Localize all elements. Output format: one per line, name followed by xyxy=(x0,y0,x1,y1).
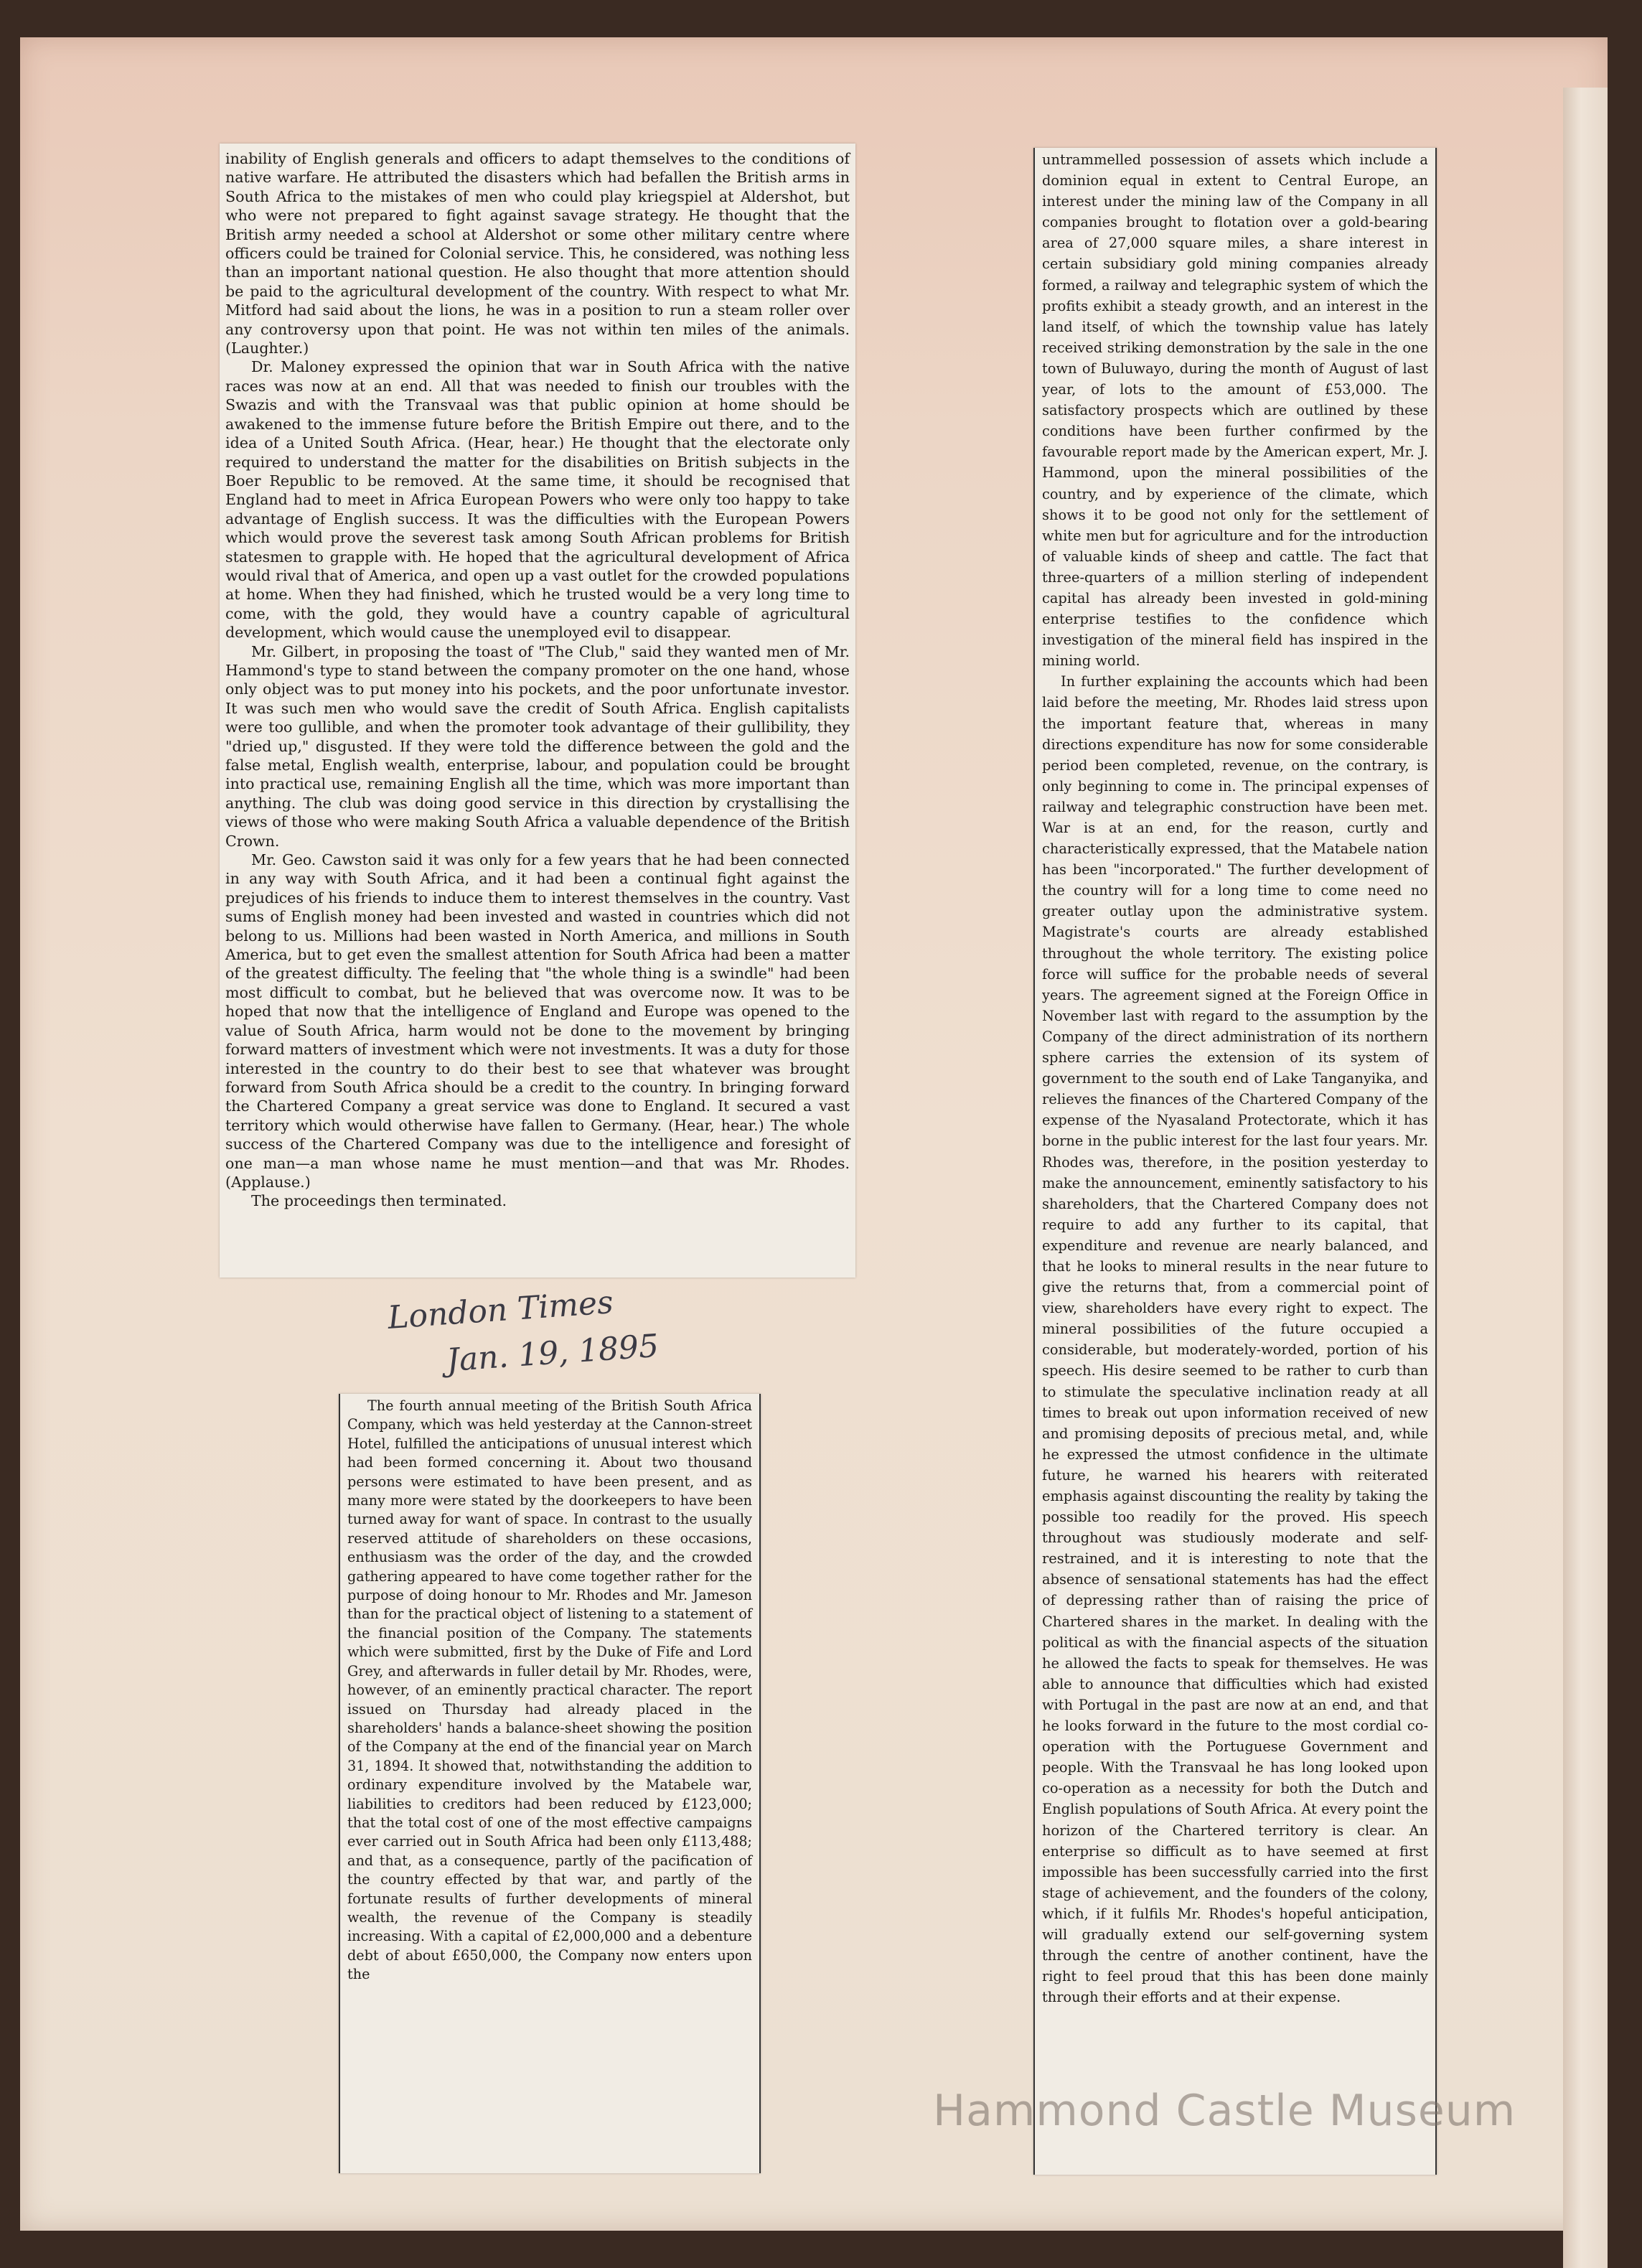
clipping-paragraph: The proceedings then terminated. xyxy=(251,1192,507,1210)
clipping-paragraph: Mr. Geo. Cawston said it was only for a few years that he had been connected in any way with South Africa, and it had been a continual fight against the prejudices of his friends to induce them to interest themselves in the country. Vast sums of English money had been invested and wasted in countries which did not belong to us. Millions had been wasted in North America, and millions in South America, but to get even the smallest attention for South Africa had been a matter of the greatest difficulty. The feeling that "the whole thing is a swindle" had been most difficult to combat, but he believed that was overcome now. It was to be hoped that now that the intelligence of England and Europe was opened to the value of South Africa, harm would not be done to the movement by bringing forward matters of investment which were not investments. It was a duty for those interested in the country to do their best to see that whatever was brought forward from South Africa should be a credit to the country. In bringing forward the Chartered Company a great service was done to England. It secured a vast territory which would otherwise have fallen to Germany. (Hear, hear.) The whole success of the Chartered Company was due to the intelligence and foresight of one man—a man whose name he must mention—and that was Mr. Rhodes. (Applause.) xyxy=(225,851,850,1191)
clipping-paragraph: In further explaining the accounts which had been laid before the meeting, Mr. Rhodes laid stress upon the important feature that, whereas in many directions expenditure has now for some considerable period been completed, revenue, on the contrary, is only beginning to come in. The principal expenses of railway and telegraphic construction have been met. War is at an end, for the reason, curtly and characteristically expressed, that the Matabele nation has been "incorporated." The further development of the country will for a long time to come need no greater outlay upon the administrative system. Magistrate's courts are already established throughout the whole territory. The existing police force will suffice for the probable needs of several years. The agreement signed at the Foreign Office in November last with regard to the assumption by the Company of the direct administration of its northern sphere carries the extension of its system of government to the south end of Lake Tanganyika, and relieves the finances of the Chartered Company of the expense of the Nyasaland Protectorate, which it has borne in the public interest for the last four years. Mr. Rhodes was, therefore, in the position yesterday to make the announcement, eminently satisfactory to his shareholders, that the Chartered Company does not require to add any further to its capital, that expenditure and revenue are nearly balanced, and that he looks to mineral results in the near future to give the returns that, from a commercial point of view, shareholders have every right to expect. The mineral possibilities of the future occupied a considerable, but moderately-worded, portion of his speech. His desire seemed to be rather to curb than to stimulate the speculative inclination ready at all times to break out upon information received of new and promising deposits of precious metal, and, while he expressed the utmost confidence in the ultimate future, he warned his hearers with reiterated emphasis against discounting the reality by taking the possible too readily for the proved. His speech throughout was studiously moderate and self-restrained, and it is interesting to note that the absence of sensational statements has had the effect of depressing rather than of raising the price of Chartered shares in the market. In dealing with the political as with the financial aspects of the situation he allowed the facts to speak for themselves. He was able to announce that difficulties which had existed with Portugal in the past are now at an end, and that he looks forward in the future to the most cordial co-operation with the Portuguese Government and people. With the Transvaal he has long looked upon co-operation as a necessity for both the Dutch and English populations of South Africa. At every point the horizon of the Chartered territory is clear. An enterprise so difficult as to have seemed at first impossible has been successfully carried into the first stage of achievement, and the founders of the colony, which, if it fulfils Mr. Rhodes's hopeful anticipation, will gradually extend our self-governing system through the centre of another continent, have the right to feel proud that this has been done mainly through their efforts and at their expense. xyxy=(1042,673,1428,2006)
clipping-paragraph: untrammelled possession of assets which include a dominion equal in extent to Central Europe, an interest under the mining law of the Company in all companies brought to flotation over a gold-bearing area of 27,000 square miles, a share interest in certain subsidiary gold mining companies already formed, a railway and telegraphic system of which the profits exhibit a steady growth, and an interest in the land itself, of which the township value has lately received striking demonstration by the sale in the one town of Buluwayo, during the month of August of last year, of lots to the amount of £53,000. The satisfactory prospects which are outlined by these conditions have been further confirmed by the favourable report made by the American expert, Mr. J. Hammond, upon the mineral possibilities of the country, and by experience of the climate, which shows it to be good not only for the settlement of white men but for agriculture and for the introduction of valuable kinds of sheep and cattle. The fact that three-quarters of a million sterling of independent capital has already been invested in gold-mining enterprise testifies to the confidence which investigation of the mineral field has inspired in the mining world. xyxy=(1042,151,1428,670)
page-edge xyxy=(1563,88,1608,2268)
clipping-paragraph: Dr. Maloney expressed the opinion that war in South Africa with the native races was now at an end. All that was needed to finish our troubles with the Swazis and with the Transvaal was that public opinion at home should be awakened to the immense future before the British Empire out there, and to the idea of a United South Africa. (Hear, hear.) He thought that the electorate only required to understand the matter for the disabilities on British subjects in the Boer Republic to be removed. At the same time, it should be recognised that England had to meet in Africa European Powers who were only too happy to take advantage of English success. It was the difficulties with the European Powers which would prove the severest task among South African problems for British statesmen to grapple with. He hoped that the agricultural development of Africa would rival that of America, and open up a vast outlet for the crowded populations at home. When they had finished, which he trusted would be a very long time to come, with the gold, they would have a country capable of agricultural development, which would cause the unemployed evil to disappear. xyxy=(225,358,850,642)
clipping-paragraph: The fourth annual meeting of the British South Africa Company, which was held yesterday at the Cannon-street Hotel, fulfilled the anticipations of unusual interest which had been formed concerning it. About two thousand persons were estimated to have been present, and as many more were stated by the doorkeepers to have been turned away for want of space. In contrast to the usually reserved attitude of shareholders on these occasions, enthusiasm was the order of the day, and the crowded gathering appeared to have come together rather for the purpose of doing honour to Mr. Rhodes and Mr. Jameson than for the practical object of listening to a statement of the financial position of the Company. The statements which were submitted, first by the Duke of Fife and Lord Grey, and afterwards in fuller detail by Mr. Rhodes, were, however, of an eminently practical character. The report issued on Thursday had already placed in the shareholders' hands a balance-sheet showing the position of the Company at the end of the financial year on March 31, 1894. It showed that, notwithstanding the addition to ordinary expenditure involved by the Matabele war, liabilities to creditors had been reduced by £123,000; that the total cost of one of the most effective campaigns ever carried out in South Africa had been only £113,488; and that, as a consequence, partly of the pacification of the country effected by that war, and partly of the fortunate results of further developments of mineral wealth, the revenue of the Company is steadily increasing. With a capital of £2,000,000 and a debenture debt of about £650,000, the Company now enters upon the xyxy=(347,1397,752,1983)
newspaper-clipping-annual-meeting xyxy=(339,1394,761,2173)
newspaper-clipping-club-dinner xyxy=(220,144,855,1278)
handwritten-source: London Times xyxy=(386,1284,615,1336)
museum-watermark: Hammond Castle Museum xyxy=(933,2086,1516,2136)
handwritten-date: Jan. 19, 1895 xyxy=(445,1327,660,1379)
newspaper-clipping-continuation xyxy=(1033,148,1437,2175)
clipping-paragraph: Mr. Gilbert, in proposing the toast of "The Club," said they wanted men of Mr. Hammond's type to stand between the company promoter on the one hand, whose only object was to put money into his pockets, and the poor unfortunate investor. It was such men who would save the credit of South Africa. English capitalists were too gullible, and when the promoter took advantage of their gullibility, they "dried up," disgusted. If they were told the difference between the gold and the false metal, English wealth, enterprise, labour, and population could be brought into practical use, remaining English all the time, which was more important than anything. The club was doing good service in this direction by crystallising the views of those who were making South Africa a valuable dependence of the British Crown. xyxy=(225,642,850,850)
clipping-paragraph: inability of English generals and officers to adapt themselves to the conditions of native warfare. He attributed the disasters which had befallen the British arms in South Africa to the mistakes of men who could play kriegspiel at Aldershot, but who were not prepared to fight against savage strategy. He thought that the British army needed a school at Aldershot or some other military centre where officers could be trained for Colonial service. This, he considered, was nothing less than an important national question. He also thought that more attention should be paid to the agricultural development of the country. With respect to what Mr. Mitford had said about the lions, he was in a position to run a steam roller over any controversy upon that point. He was not within ten miles of the animals. (Laughter.) xyxy=(225,150,850,357)
